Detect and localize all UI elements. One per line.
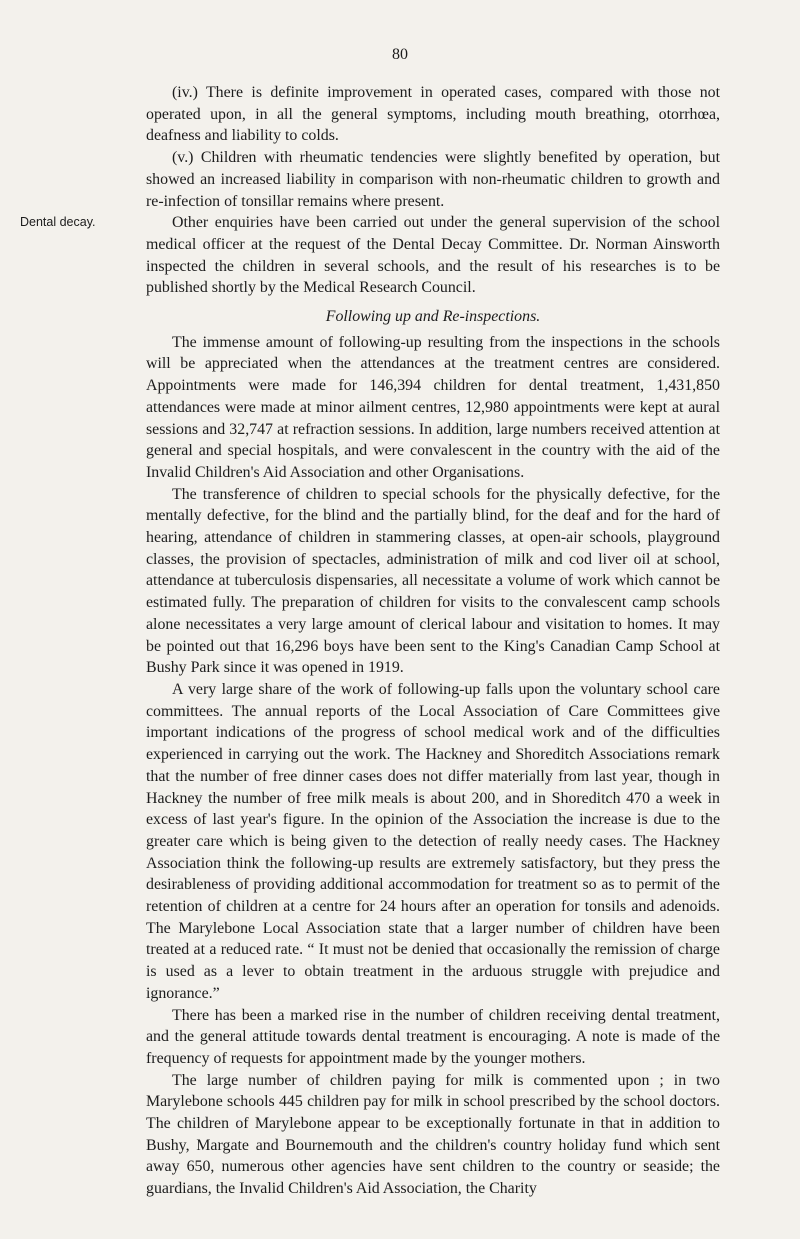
section-heading: Following up and Re-inspections.: [325, 308, 541, 326]
margin-note-dental-decay: Dental decay.: [20, 215, 96, 229]
paragraph-v: (v.) Children with rheumatic tendencies were slightly benefited by operation, but showed an increased liability in comparison with non-rheumatic children to growth and re-infection of tonsillar remains where present.: [146, 149, 720, 210]
paragraph-care-committees: A very large share of the work of following-up falls upon the voluntary school care committees. The annual reports of the Local Association of Care Committees give important indications of the progress of school medical work and of the difficulties experienced in carrying out the work. The Hackney and Shoreditch Associations remark that the number of free dinner cases does not differ materially from last year, though in Hackney the number of free milk meals is about 200, and in Shoreditch 470 a week in excess of last year's figure. In the opinion of the Association the increase is due to the greater care which is being given to the detection of really needy cases. The Hackney Association think the following-up results are extremely satisfactory, but they press the desirableness of providing additional accommodation for treatment so as to permit of the retention of children at a centre for 24 hours after an operation for tonsils and adenoids. The Marylebone Local Association state that a larger number of children have been treated at a reduced rate. “ It must not be denied that occasionally the remission of charge is used as a lever to obtain treatment in the arduous struggle with prejudice and ignorance.”: [146, 680, 720, 1002]
paragraph-dental-decay: Other enquiries have been carried out under the general supervision of the school medical officer at the request of the Dental Decay Committee. Dr. Norman Ainsworth inspected the children in several schools, and the result of his researches is to be published shortly by the Medical Research Council.: [146, 214, 720, 297]
paragraph-following-up: The immense amount of following-up resulting from the inspections in the schools will be appreciated when the attendances at the treatment centres are considered. Appointments were made for 146,394 children for dental treatment, 1,431,850 attendances were made at minor ailment centres, 12,980 appointments were kept at aural sessions and 32,747 at refraction sessions. In addition, large numbers received attention at general and special hospitals, and were convalescent in the country with the aid of the Invalid Children's Aid Association and other Organisations.: [146, 333, 720, 481]
page-number: 80: [392, 46, 408, 63]
paragraph-transference: The transference of children to special schools for the physically defective, for the mentally defective, for the blind and the partially blind, for the deaf and for the hard of hearing, attendance of children in stammering classes, at open-air schools, playground classes, the provision of spectacles, administration of milk and cod liver oil at school, attendance at tuberculosis dispensaries, all necessitate a volume of work which cannot be estimated fully. The preparation of children for visits to the convalescent camp schools alone necessitates a very large amount of clerical labour and visitation to homes. It may be pointed out that 16,296 boys have been sent to the King's Canadian Camp School at Bushy Park since it was opened in 1919.: [146, 485, 720, 677]
paragraph-iv: (iv.) There is definite improvement in operated cases, compared with those not operated upon, in all the general symptoms, including mouth breathing, otorrhœa, deafness and liability to colds.: [146, 84, 720, 145]
paragraph-milk: The large number of children paying for milk is commented upon ; in two Marylebone schools 445 children pay for milk in school prescribed by the school doctors. The children of Marylebone appear to be exceptionally fortunate in that in addition to Bushy, Margate and Bournemouth and the children's country holiday fund which sent away 650, numerous other agencies have sent children to the country or seaside; the guardians, the Invalid Children's Aid Association, the Charity: [146, 1071, 720, 1198]
paragraph-dental-treatment: There has been a marked rise in the number of children receiving dental treatment, and the general attitude towards dental treatment is encouraging. A note is made of the frequency of requests for appointment made by the younger mothers.: [146, 1006, 720, 1067]
body-text: [146, 82, 720, 1200]
